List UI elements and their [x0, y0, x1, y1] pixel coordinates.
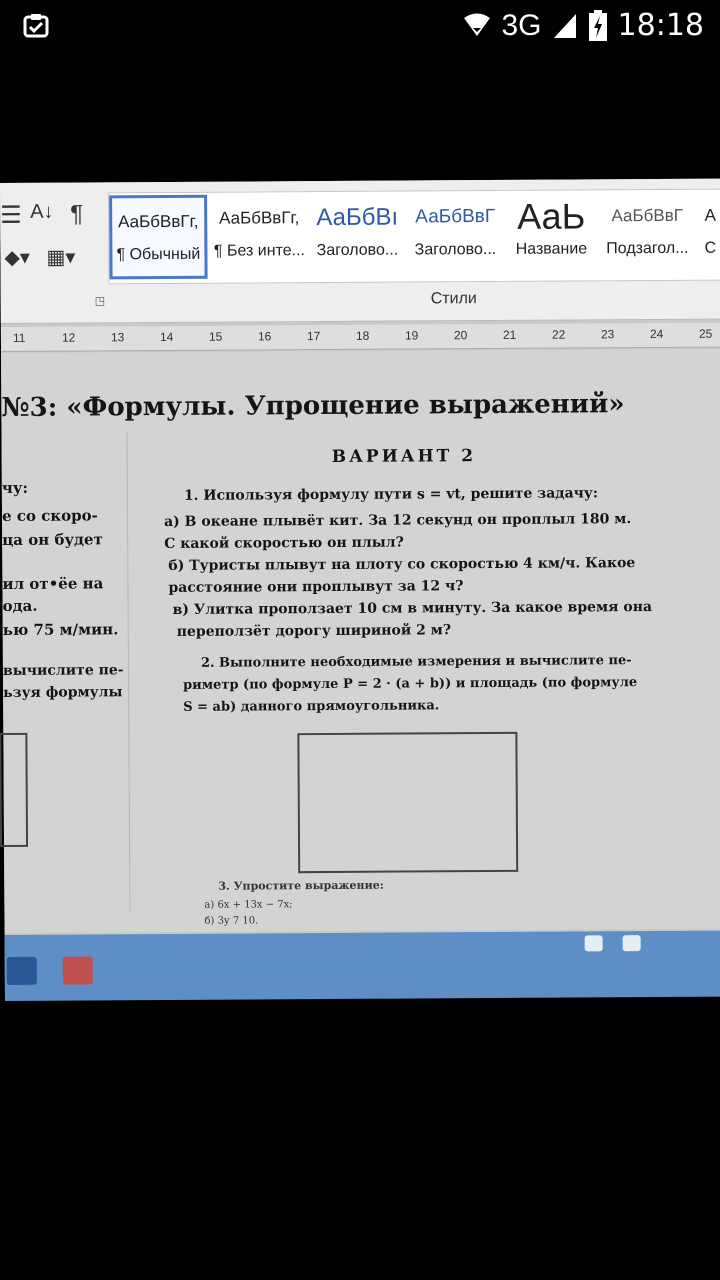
task-1-b-line: расстояние они проплывут за 12 ч?: [168, 578, 464, 596]
task-2-line: S = ab) данного прямоугольника.: [183, 698, 440, 715]
battery-charging-icon: [588, 10, 608, 42]
style-label: Подзагол...: [606, 239, 689, 258]
left-column-line: ода.: [2, 596, 38, 615]
ruler-tick: 13: [110, 330, 125, 345]
fill-color-icon[interactable]: ◆▾: [4, 246, 30, 269]
ruler-tick: 21: [502, 327, 517, 342]
ruler-tick: 19: [404, 328, 419, 343]
style-sample: АаБбВı: [316, 203, 399, 232]
ruler-tick: 23: [600, 327, 615, 342]
styles-group-label: Стили: [430, 290, 477, 308]
left-column-line: вычислите пе-: [2, 662, 124, 679]
left-column-line: ил от•ёе на: [2, 574, 104, 593]
ruler-tick: 20: [453, 328, 468, 343]
style-tile-more[interactable]: [699, 192, 720, 276]
task-1-a-line: а) В океане плывёт кит. За 12 секунд он проплыл 180 м.: [164, 511, 632, 531]
sort-icon[interactable]: A↓: [30, 200, 54, 223]
style-tile-normal[interactable]: [109, 195, 208, 280]
style-tile-heading-1[interactable]: [309, 194, 406, 279]
task-3-title: 3. Упростите выражение:: [218, 878, 384, 893]
clock: 18:18: [617, 8, 704, 43]
clipboard-check-icon: [22, 12, 50, 38]
style-label: Название: [515, 240, 588, 258]
tray-icon[interactable]: [623, 935, 641, 951]
style-tile-title[interactable]: [505, 192, 598, 277]
align-icon[interactable]: ☰: [0, 201, 22, 229]
style-tile-heading-2[interactable]: [407, 193, 504, 278]
style-sample: АаЬ: [517, 195, 586, 237]
style-label: С: [704, 239, 717, 257]
style-sample: АаБбВвГг,: [118, 211, 199, 232]
network-type: 3G: [501, 8, 542, 42]
style-tile-subtitle[interactable]: [599, 192, 696, 277]
ruler-tick: 22: [551, 327, 566, 342]
app-icon[interactable]: [63, 956, 93, 984]
left-column-line: ью 75 м/мин.: [2, 620, 119, 639]
task-2-line: риметр (по формуле P = 2 · (a + b)) и площадь (по формуле: [183, 675, 638, 693]
style-sample: АаБбВвГг,: [219, 208, 300, 228]
signal-icon: [552, 12, 578, 40]
ruler-tick: 18: [355, 328, 370, 343]
style-sample: А: [704, 205, 716, 225]
document-page[interactable]: [1, 349, 720, 933]
task-2-line: 2. Выполните необходимые измерения и вычислите пе-: [200, 653, 632, 671]
task-1-c-line: переползёт дорогу шириной 2 м?: [176, 622, 452, 640]
ruler-tick: 14: [159, 329, 174, 345]
dialog-launcher-icon[interactable]: ◳: [94, 295, 106, 308]
status-bar: [0, 0, 720, 52]
tray-icon[interactable]: [585, 935, 603, 951]
style-label: ¶ Обычный: [116, 245, 201, 264]
ribbon: [0, 179, 720, 324]
ruler-tick: 17: [306, 329, 321, 344]
task-1-b-line: б) Туристы плывут на плоту со скоростью 4 км/ч. Какое: [168, 555, 636, 574]
left-column-line: е со скоро-: [1, 506, 98, 525]
task-1-title: 1. Используя формулу пути s = vt, решите задачу:: [183, 485, 599, 504]
pilcrow-icon[interactable]: ¶: [70, 200, 84, 228]
left-column-line: чу:: [1, 478, 29, 497]
photo-of-screen: [0, 179, 720, 998]
borders-icon[interactable]: ▦▾: [46, 246, 76, 269]
ruler-tick: 15: [208, 329, 223, 344]
paragraph-tools: [0, 200, 101, 291]
word-app-icon[interactable]: [7, 957, 37, 985]
style-label: Заголово...: [316, 241, 399, 260]
column-divider: [127, 432, 131, 912]
ruler-tick: 24: [649, 326, 664, 342]
task-1-a-line: С какой скоростью он плыл?: [164, 534, 404, 553]
left-column-line: ьзуя формулы: [3, 684, 123, 701]
ruler-tick: 16: [257, 329, 272, 344]
ruler-tick: 11: [12, 330, 26, 345]
task-3-line: б) 3y 7 10.: [204, 915, 259, 927]
rectangle-figure: [297, 732, 518, 873]
task-1-c-line: в) Улитка проползает 10 см в минуту. За какое время она: [172, 599, 653, 618]
left-rectangle-figure: [0, 733, 28, 847]
ruler-tick: 12: [61, 330, 76, 345]
ruler: [1, 323, 720, 352]
style-tile-no-spacing[interactable]: [211, 194, 308, 279]
style-sample: АаБбВвГ: [611, 205, 683, 226]
style-label: Заголово...: [414, 240, 497, 259]
variant-heading: ВАРИАНТ 2: [331, 446, 477, 467]
ruler-tick: 25: [698, 326, 713, 341]
style-sample: АаБбВвГ: [415, 205, 496, 228]
page-title: №3: «Формулы. Упрощение выражений»: [1, 389, 625, 423]
left-column-line: ца он будет: [2, 530, 103, 549]
task-3-line: а) 6x + 13x − 7x;: [204, 899, 293, 911]
style-label: ¶ Без инте...: [213, 242, 305, 260]
styles-gallery: [108, 189, 720, 285]
taskbar: [5, 931, 720, 1001]
wifi-icon: [462, 12, 492, 40]
